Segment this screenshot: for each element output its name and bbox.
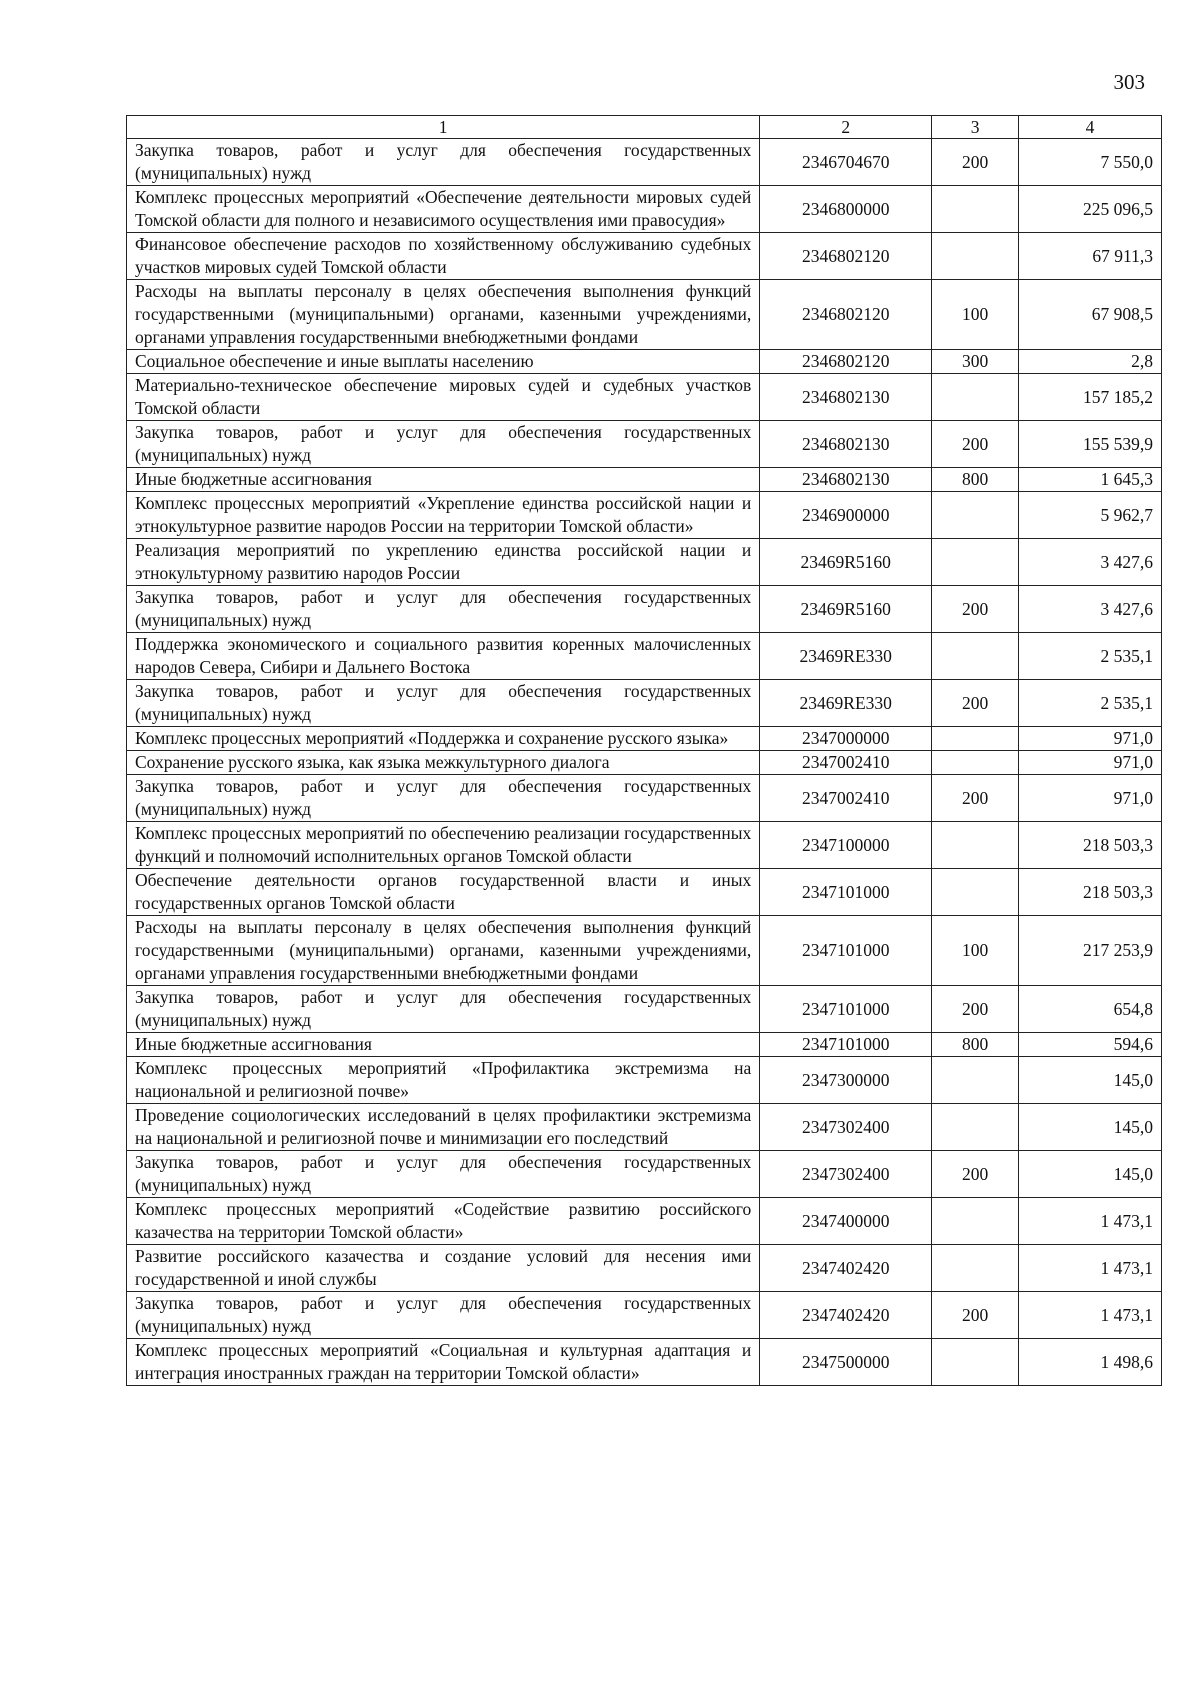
target-code-cell: 2346802120 — [760, 350, 932, 374]
table-row — [127, 468, 1162, 492]
expense-name-cell: Иные бюджетные ассигнования — [127, 468, 760, 492]
amount-cell: 217 253,9 — [1019, 916, 1162, 986]
expense-type-cell — [932, 1245, 1019, 1292]
target-code-cell: 2347402420 — [760, 1245, 932, 1292]
expense-name-cell: Закупка товаров, работ и услуг для обеспечения государственных (муниципальных) нужд — [127, 775, 760, 822]
expense-name-cell: Закупка товаров, работ и услуг для обеспечения государственных (муниципальных) нужд — [127, 680, 760, 727]
expense-type-cell — [932, 233, 1019, 280]
amount-cell: 157 185,2 — [1019, 374, 1162, 421]
expense-type-cell: 100 — [932, 916, 1019, 986]
table-row — [127, 1151, 1162, 1198]
amount-cell: 3 427,6 — [1019, 586, 1162, 633]
amount-cell: 1 645,3 — [1019, 468, 1162, 492]
expense-name-cell: Финансовое обеспечение расходов по хозяйственному обслуживанию судебных участков мировых судей Томской области — [127, 233, 760, 280]
target-code-cell: 2347000000 — [760, 727, 932, 751]
amount-cell: 1 473,1 — [1019, 1245, 1162, 1292]
target-code-cell: 2347101000 — [760, 986, 932, 1033]
target-code-cell: 2347101000 — [760, 1033, 932, 1057]
amount-cell: 7 550,0 — [1019, 139, 1162, 186]
amount-cell: 145,0 — [1019, 1104, 1162, 1151]
expense-name-cell: Поддержка экономического и социального развития коренных малочисленных народов Севера, Сибири и Дальнего Востока — [127, 633, 760, 680]
expense-type-cell: 100 — [932, 280, 1019, 350]
amount-cell: 1 498,6 — [1019, 1339, 1162, 1386]
expense-name-cell: Развитие российского казачества и создание условий для несения ими государственной и иной службы — [127, 1245, 760, 1292]
target-code-cell: 23469RE330 — [760, 680, 932, 727]
expense-type-cell — [932, 751, 1019, 775]
expense-type-cell: 200 — [932, 421, 1019, 468]
expense-type-cell — [932, 492, 1019, 539]
target-code-cell: 23469R5160 — [760, 539, 932, 586]
expense-type-cell: 200 — [932, 1151, 1019, 1198]
column-header-2: 2 — [760, 116, 932, 139]
expense-type-cell — [932, 1104, 1019, 1151]
table-row — [127, 1057, 1162, 1104]
expense-name-cell: Реализация мероприятий по укреплению единства российской нации и этнокультурному развитию народов России — [127, 539, 760, 586]
table-row — [127, 233, 1162, 280]
table-row — [127, 539, 1162, 586]
table-row — [127, 139, 1162, 186]
table-row — [127, 916, 1162, 986]
expense-type-cell — [932, 186, 1019, 233]
amount-cell: 2 535,1 — [1019, 680, 1162, 727]
expense-type-cell: 200 — [932, 139, 1019, 186]
expense-name-cell: Комплекс процессных мероприятий «Содействие развитию российского казачества на территории Томской области» — [127, 1198, 760, 1245]
target-code-cell: 2346802120 — [760, 233, 932, 280]
table-row — [127, 586, 1162, 633]
table-header-row — [127, 116, 1162, 139]
expense-type-cell: 800 — [932, 1033, 1019, 1057]
table-row — [127, 1104, 1162, 1151]
expense-type-cell: 300 — [932, 350, 1019, 374]
table-row — [127, 986, 1162, 1033]
expense-type-cell — [932, 1198, 1019, 1245]
expense-name-cell: Комплекс процессных мероприятий «Поддержка и сохранение русского языка» — [127, 727, 760, 751]
target-code-cell: 2347300000 — [760, 1057, 932, 1104]
page-number: 303 — [1113, 70, 1145, 94]
target-code-cell: 2347302400 — [760, 1151, 932, 1198]
target-code-cell: 2347002410 — [760, 775, 932, 822]
expense-type-cell — [932, 727, 1019, 751]
target-code-cell: 2346802130 — [760, 468, 932, 492]
target-code-cell: 2347101000 — [760, 916, 932, 986]
expense-type-cell: 200 — [932, 775, 1019, 822]
table-row — [127, 1292, 1162, 1339]
target-code-cell: 2347100000 — [760, 822, 932, 869]
table-row — [127, 280, 1162, 350]
expense-name-cell: Материально-техническое обеспечение мировых судей и судебных участков Томской области — [127, 374, 760, 421]
column-header-4: 4 — [1019, 116, 1162, 139]
expense-type-cell: 200 — [932, 986, 1019, 1033]
table-body — [127, 139, 1162, 1386]
column-header-1: 1 — [127, 116, 760, 139]
amount-cell: 971,0 — [1019, 775, 1162, 822]
amount-cell: 218 503,3 — [1019, 822, 1162, 869]
amount-cell: 5 962,7 — [1019, 492, 1162, 539]
expense-name-cell: Комплекс процессных мероприятий «Укрепление единства российской нации и этнокультурное развитие народов России на территории Томской области» — [127, 492, 760, 539]
expense-type-cell: 200 — [932, 586, 1019, 633]
amount-cell: 145,0 — [1019, 1057, 1162, 1104]
amount-cell: 145,0 — [1019, 1151, 1162, 1198]
table-row — [127, 633, 1162, 680]
column-header-3: 3 — [932, 116, 1019, 139]
target-code-cell: 23469R5160 — [760, 586, 932, 633]
table-row — [127, 775, 1162, 822]
amount-cell: 971,0 — [1019, 727, 1162, 751]
target-code-cell: 2347500000 — [760, 1339, 932, 1386]
table-row — [127, 492, 1162, 539]
expense-name-cell: Закупка товаров, работ и услуг для обеспечения государственных (муниципальных) нужд — [127, 139, 760, 186]
expense-name-cell: Комплекс процессных мероприятий «Социальная и культурная адаптация и интеграция иностранных граждан на территории Томской области» — [127, 1339, 760, 1386]
table-row — [127, 751, 1162, 775]
table-row — [127, 186, 1162, 233]
expense-type-cell — [932, 1057, 1019, 1104]
table-row — [127, 869, 1162, 916]
table-row — [127, 1198, 1162, 1245]
expense-type-cell: 800 — [932, 468, 1019, 492]
amount-cell: 67 908,5 — [1019, 280, 1162, 350]
expense-name-cell: Расходы на выплаты персоналу в целях обеспечения выполнения функций государственными (муниципальными) органами, казенными учреждениями, органами управления государственными внебюджетными фондами — [127, 916, 760, 986]
target-code-cell: 2346802130 — [760, 374, 932, 421]
expense-name-cell: Закупка товаров, работ и услуг для обеспечения государственных (муниципальных) нужд — [127, 986, 760, 1033]
expense-type-cell — [932, 1339, 1019, 1386]
expense-type-cell: 200 — [932, 680, 1019, 727]
expense-name-cell: Проведение социологических исследований в целях профилактики экстремизма на национальной и религиозной почве и минимизации его последствий — [127, 1104, 760, 1151]
table-row — [127, 680, 1162, 727]
amount-cell: 218 503,3 — [1019, 869, 1162, 916]
target-code-cell: 2347002410 — [760, 751, 932, 775]
expense-name-cell: Сохранение русского языка, как языка межкультурного диалога — [127, 751, 760, 775]
expense-type-cell — [932, 374, 1019, 421]
expense-name-cell: Иные бюджетные ассигнования — [127, 1033, 760, 1057]
amount-cell: 225 096,5 — [1019, 186, 1162, 233]
expense-name-cell: Расходы на выплаты персоналу в целях обеспечения выполнения функций государственными (муниципальными) органами, казенными учреждениями, органами управления государственными внебюджетными фондами — [127, 280, 760, 350]
table-row — [127, 1339, 1162, 1386]
target-code-cell: 2347402420 — [760, 1292, 932, 1339]
expense-name-cell: Закупка товаров, работ и услуг для обеспечения государственных (муниципальных) нужд — [127, 1151, 760, 1198]
table-row — [127, 421, 1162, 468]
table-row — [127, 1245, 1162, 1292]
expense-name-cell: Комплекс процессных мероприятий «Обеспечение деятельности мировых судей Томской области для полного и независимого осуществления ими правосудия» — [127, 186, 760, 233]
amount-cell: 2,8 — [1019, 350, 1162, 374]
target-code-cell: 2347400000 — [760, 1198, 932, 1245]
target-code-cell: 2347101000 — [760, 869, 932, 916]
amount-cell: 67 911,3 — [1019, 233, 1162, 280]
expense-name-cell: Обеспечение деятельности органов государственной власти и иных государственных органов Томской области — [127, 869, 760, 916]
table-row — [127, 350, 1162, 374]
target-code-cell: 23469RE330 — [760, 633, 932, 680]
expense-type-cell: 200 — [932, 1292, 1019, 1339]
expense-name-cell: Закупка товаров, работ и услуг для обеспечения государственных (муниципальных) нужд — [127, 1292, 760, 1339]
amount-cell: 1 473,1 — [1019, 1292, 1162, 1339]
table-row — [127, 374, 1162, 421]
amount-cell: 3 427,6 — [1019, 539, 1162, 586]
expense-name-cell: Закупка товаров, работ и услуг для обеспечения государственных (муниципальных) нужд — [127, 586, 760, 633]
target-code-cell: 2346900000 — [760, 492, 932, 539]
expense-name-cell: Комплекс процессных мероприятий по обеспечению реализации государственных функций и полномочий исполнительных органов Томской области — [127, 822, 760, 869]
amount-cell: 155 539,9 — [1019, 421, 1162, 468]
table-row — [127, 1033, 1162, 1057]
target-code-cell: 2346802130 — [760, 421, 932, 468]
amount-cell: 971,0 — [1019, 751, 1162, 775]
target-code-cell: 2346802120 — [760, 280, 932, 350]
expense-name-cell: Комплекс процессных мероприятий «Профилактика экстремизма на национальной и религиозной почве» — [127, 1057, 760, 1104]
amount-cell: 594,6 — [1019, 1033, 1162, 1057]
target-code-cell: 2346800000 — [760, 186, 932, 233]
expense-name-cell: Закупка товаров, работ и услуг для обеспечения государственных (муниципальных) нужд — [127, 421, 760, 468]
target-code-cell: 2347302400 — [760, 1104, 932, 1151]
expense-name-cell: Социальное обеспечение и иные выплаты населению — [127, 350, 760, 374]
expense-type-cell — [932, 539, 1019, 586]
expense-type-cell — [932, 822, 1019, 869]
table-row — [127, 822, 1162, 869]
amount-cell: 1 473,1 — [1019, 1198, 1162, 1245]
expense-type-cell — [932, 633, 1019, 680]
amount-cell: 654,8 — [1019, 986, 1162, 1033]
expense-type-cell — [932, 869, 1019, 916]
table-row — [127, 727, 1162, 751]
target-code-cell: 2346704670 — [760, 139, 932, 186]
amount-cell: 2 535,1 — [1019, 633, 1162, 680]
budget-table — [126, 115, 1162, 1386]
